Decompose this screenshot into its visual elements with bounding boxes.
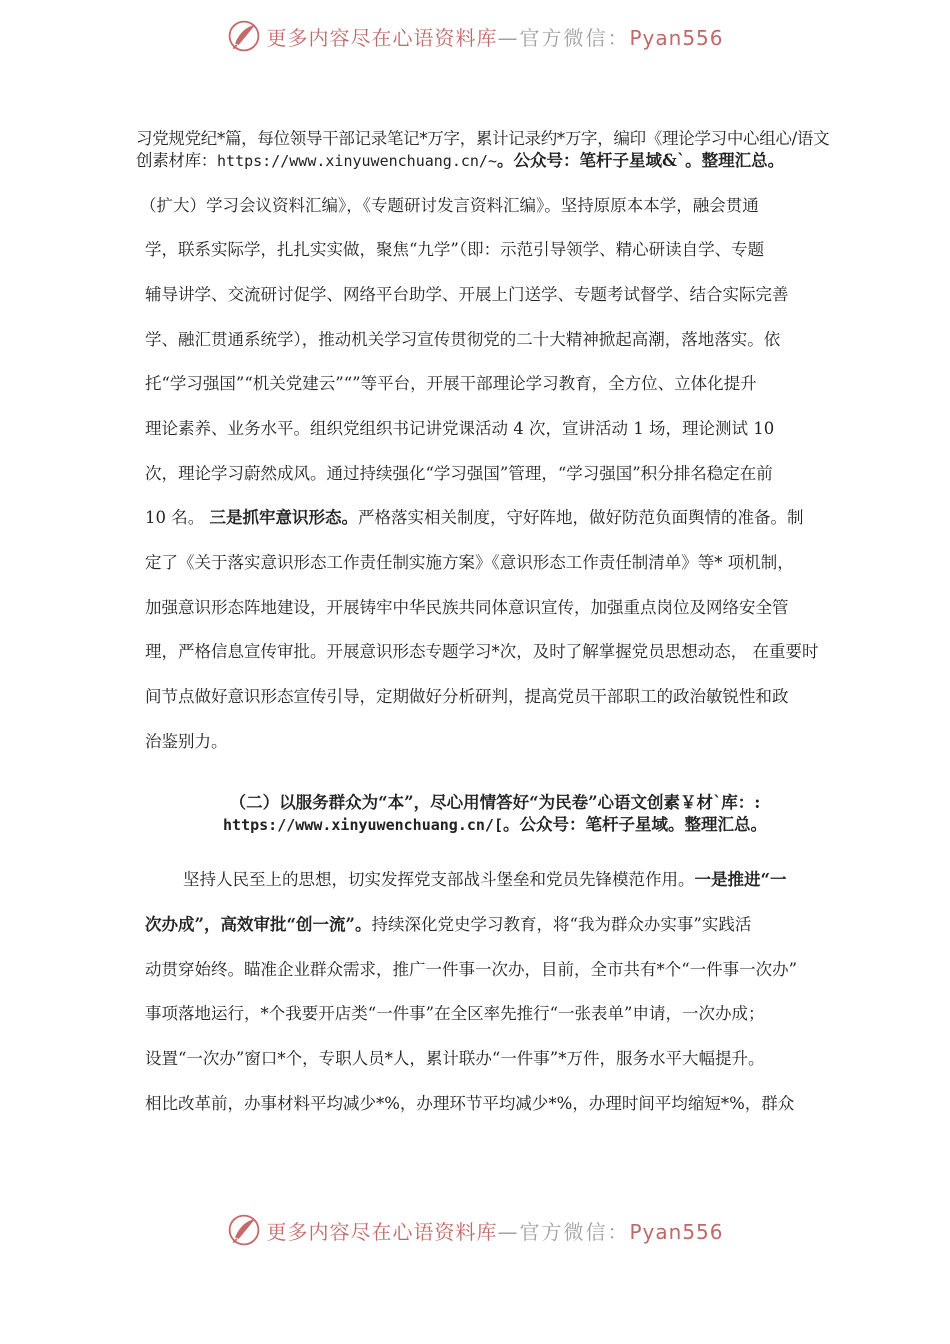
body-line xyxy=(145,506,804,530)
pen-logo-icon xyxy=(226,18,262,54)
body-line: 定了《关于落实意识形态工作责任制实施方案》《意识形态工作责任制清单》等* 项机制， xyxy=(145,553,794,572)
heading-tail: 。公众号：笔杆子星域。整理汇总。 xyxy=(502,815,767,834)
body-line: 理论素养、业务水平。组织党组织书记讲党课活动 4 次，宣讲活动 1 场，理论测试 10 xyxy=(145,419,775,438)
body-line xyxy=(145,913,751,937)
body-line xyxy=(183,868,787,892)
body-line: 动贯穿始终。瞄准企业群众需求，推广一件事一次办，目前，全市共有*个“一件事一次办” xyxy=(145,960,798,979)
pen-logo-icon xyxy=(226,1212,262,1248)
banner-text xyxy=(266,22,723,51)
header-banner xyxy=(0,14,950,58)
heading-url: https://www.xinyuwenchuang.cn/[ xyxy=(223,816,503,834)
footer-banner xyxy=(0,1208,950,1252)
body-text: 严格落实相关制度，守好阵地，做好防范负面舆情的准备。制 xyxy=(358,508,804,527)
body-line: 学、融汇贯通系统学），推动机关学习宣传贯彻党的二十大精神掀起高潮，落地落实。依 xyxy=(145,330,781,349)
banner-part1: 更多内容尽在心语资料库 xyxy=(266,1219,498,1244)
intro-url: https://www.xinyuwenchuang.cn/~ xyxy=(217,152,497,170)
body-line: （扩大）学习会议资料汇编》，《专题研讨发言资料汇编》。坚持原原本本学，融会贯通 xyxy=(140,196,759,215)
banner-text xyxy=(266,1216,723,1245)
body-text: 坚持人民至上的思想，切实发挥党支部战斗堡垒和党员先锋模范作用。 xyxy=(183,870,695,889)
body-line: 托“学习强国”“机关党建云”“”等平台，开展干部理论学习教育，全方位、立体化提升 xyxy=(145,374,757,393)
body-bold-text: 三是抓牢意识形态。 xyxy=(209,508,358,527)
banner-part1: 更多内容尽在心语资料库 xyxy=(266,25,498,50)
paragraph-intro xyxy=(136,128,836,172)
banner-part2: —官方微信： xyxy=(497,1219,630,1244)
body-line: 相比改革前，办事材料平均减少*%，办理环节平均减少*%，办理时间平均缩短*%，群众 xyxy=(145,1094,795,1113)
body-line: 理，严格信息宣传审批。开展意识形态专题学习*次，及时了解掌握党员思想动态， 在重要时 xyxy=(145,642,819,661)
body-bold-text: 次办成”，高效审批“创一流”。 xyxy=(145,915,372,934)
body-text: 10 名。 xyxy=(145,508,205,527)
banner-part2: —官方微信： xyxy=(497,25,630,50)
body-bold-text: 一是推进“一 xyxy=(694,870,787,889)
body-line: 学，联系实际学，扎扎实实做，聚焦“九学”（即：示范引导领学、精心研读自学、专题 xyxy=(145,240,765,259)
intro-tail: 。公众号：笔杆子星域&`。整理汇总。 xyxy=(496,151,785,170)
body-line: 治鉴别力。 xyxy=(145,732,228,751)
body-line: 间节点做好意识形态宣传引导，定期做好分析研判，提高党员干部职工的政治敏锐性和政 xyxy=(145,687,789,706)
body-line: 辅导讲学、交流研讨促学、网络平台助学、开展上门送学、专题考试督学、结合实际完善 xyxy=(145,285,789,304)
body-line: 事项落地运行，*个我要开店类“一件事”在全区率先推行“一张表单”申请，一次办成； xyxy=(145,1004,765,1023)
body-text: 持续深化党史学习教育，将“我为群众办实事”实践活 xyxy=(371,915,752,934)
banner-wechat-id: Pyan556 xyxy=(629,1219,724,1244)
intro-text: 习党规党纪*篇，每位领导干部记录笔记*万字，累计记录约*万字，编印《理论学习中心组心/语文创素材库： xyxy=(136,129,830,170)
heading-text: （二）以服务群众为“本”，尽心用情答好“为民卷”心语文创素￥材`库：: xyxy=(229,793,761,812)
body-line: 次，理论学习蔚然成风。通过持续强化“学习强国”管理，“学习强国”积分排名稳定在前 xyxy=(145,464,773,483)
body-line: 设置“一次办”窗口*个，专职人员*人，累计联办“一件事”*万件，服务水平大幅提升。 xyxy=(145,1049,765,1068)
banner-wechat-id: Pyan556 xyxy=(629,25,724,50)
section-heading xyxy=(150,792,840,836)
body-line: 加强意识形态阵地建设，开展铸牢中华民族共同体意识宣传，加强重点岗位及网络安全管 xyxy=(145,598,789,617)
